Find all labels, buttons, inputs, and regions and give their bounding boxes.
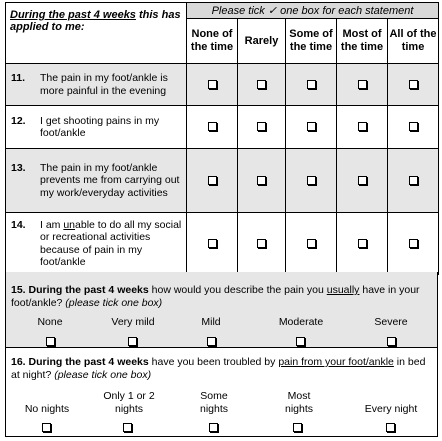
checkbox-14-none[interactable] [208, 239, 217, 248]
q16-option-label: Only 1 or 2 nights [103, 390, 155, 415]
tick-instruction: Please tick ✓ one box for each statement [187, 3, 439, 19]
checkbox-11-none[interactable] [208, 80, 217, 89]
q15-option-label: None [37, 316, 63, 328]
q16-checkbox-only-1-or-2[interactable] [123, 423, 132, 432]
item-number: 14. [11, 218, 26, 231]
checkbox-12-all[interactable] [409, 122, 418, 131]
q16-option-label: No nights [24, 403, 70, 415]
item-row-11 [6, 64, 439, 106]
checkbox-12-some[interactable] [307, 122, 316, 131]
item-number: 11. [11, 72, 26, 84]
col-all-of-the-time: All of the time [388, 19, 439, 64]
item-row-13 [6, 149, 439, 213]
checkbox-14-all[interactable] [409, 239, 418, 248]
checkbox-11-some[interactable] [307, 80, 316, 89]
checkbox-11-all[interactable] [409, 80, 418, 89]
q15-option-label: Mild [201, 316, 221, 328]
q15-checkbox-none[interactable] [46, 337, 55, 346]
q15-checkbox-mild[interactable] [207, 337, 216, 346]
q15-option-label: Very mild [111, 316, 155, 328]
checkbox-12-most[interactable] [358, 122, 367, 131]
checkbox-14-most[interactable] [358, 239, 367, 248]
checkbox-11-most[interactable] [358, 80, 367, 89]
q16-checkbox-some-nights[interactable] [209, 423, 218, 432]
intro-prefix: During the past 4 weeks [10, 9, 136, 21]
item-row-12 [6, 106, 439, 149]
checkbox-13-most[interactable] [358, 176, 367, 185]
item-number: 12. [11, 114, 26, 127]
question-16-text: 16. During the past 4 weeks have you been troubled by pain from your foot/ankle in bed at night? (please tick one box) [11, 356, 426, 381]
item-text: The pain in my foot/ankle prevents me from carrying out my work/everyday activities [40, 161, 180, 199]
item-question [6, 106, 187, 149]
checkbox-13-rarely[interactable] [257, 176, 266, 185]
q16-checkbox-every-night[interactable] [386, 423, 395, 432]
col-none-of-the-time: None of the time [187, 19, 238, 64]
checkbox-14-some[interactable] [307, 239, 316, 248]
col-some-of-the-time: Some of the time [286, 19, 337, 64]
q16-checkbox-no-nights[interactable] [42, 423, 51, 432]
checkbox-12-none[interactable] [208, 122, 217, 131]
q15-checkbox-severe[interactable] [387, 337, 396, 346]
q15-option-label: Moderate [278, 316, 324, 328]
question-15 [5, 272, 438, 348]
col-most-of-the-time: Most of the time [337, 19, 388, 64]
item-question [6, 213, 187, 275]
q16-option-label: Most nights [284, 390, 314, 415]
item-question [6, 149, 187, 213]
checkbox-11-rarely[interactable] [257, 80, 266, 89]
question-16 [5, 348, 438, 437]
q16-option-label: Every night [364, 403, 418, 415]
checkbox-14-rarely[interactable] [257, 239, 266, 248]
q15-checkbox-moderate[interactable] [296, 337, 305, 346]
grid-intro [6, 3, 187, 64]
item-number: 13. [11, 161, 26, 174]
col-rarely: Rarely [238, 19, 286, 64]
q16-option-label: Some nights [199, 390, 229, 415]
item-question [6, 64, 187, 106]
checkbox-12-rarely[interactable] [257, 122, 266, 131]
intro-suffix: this has applied to me: [10, 9, 181, 33]
statement-grid [5, 2, 439, 275]
item-text: I am unable to do all my social or recreational activities because of pain in my foot/ankle [40, 218, 182, 268]
q15-checkbox-very-mild[interactable] [128, 337, 137, 346]
item-text: The pain in my foot/ankle is more painful in the evening [40, 72, 168, 97]
q15-option-label: Severe [374, 316, 408, 328]
q16-checkbox-most-nights[interactable] [293, 423, 302, 432]
item-text: I get shooting pains in my foot/ankle [40, 114, 160, 139]
checkbox-13-all[interactable] [409, 176, 418, 185]
checkbox-13-none[interactable] [208, 176, 217, 185]
checkbox-13-some[interactable] [307, 176, 316, 185]
question-15-text: 15. During the past 4 weeks how would you describe the pain you usually have in your foot/ankle? (please tick one box) [11, 284, 420, 309]
item-row-14 [6, 213, 439, 275]
